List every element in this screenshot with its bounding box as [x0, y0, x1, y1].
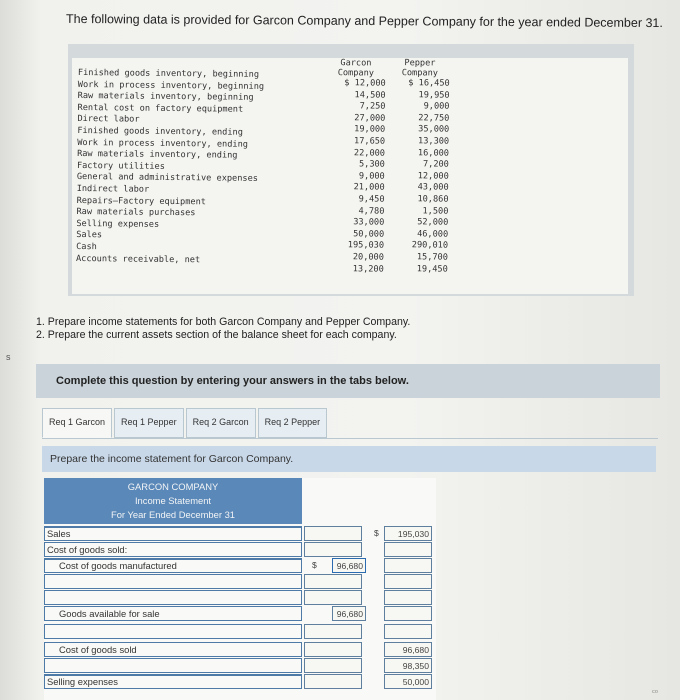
pepper-value: 46,000 [417, 229, 449, 240]
row-label: Rental cost on factory equipment [77, 102, 244, 115]
garcon-value: 20,000 [352, 252, 384, 263]
statement-company: GARCON COMPANY [127, 481, 219, 492]
pepper-value: 22,750 [418, 113, 450, 124]
req-tabs [42, 408, 329, 438]
pepper-header-2: Company [401, 68, 439, 79]
selling-expenses-input[interactable]: 50,000 [384, 674, 432, 689]
row-label: Finished goods inventory, ending [77, 125, 243, 138]
row-blank [44, 590, 436, 605]
statement-header [44, 478, 302, 524]
row-label-field[interactable] [44, 624, 302, 639]
sales-amount-input[interactable]: 195,030 [384, 526, 432, 541]
pepper-value: 16,000 [417, 147, 450, 159]
pepper-value: 1,500 [422, 205, 449, 217]
problem-title: The following data is provided for Garcon Company and Pepper Company for the year ended December 31. [65, 11, 663, 31]
instruction-bar: Prepare the income statement for Garcon Company. [42, 446, 656, 472]
pepper-value: 13,300 [418, 136, 450, 147]
pepper-value: 10,860 [417, 194, 449, 205]
questions [36, 316, 410, 342]
row-label: Direct labor [77, 114, 140, 126]
question-1: 1. Prepare income statements for both Garcon Company and Pepper Company. [36, 316, 411, 328]
row-label: General and administrative expenses [76, 172, 258, 185]
pepper-value: 19,950 [418, 89, 450, 101]
row-label: Work in process inventory, beginning [77, 79, 265, 92]
pepper-header-1: Pepper [404, 58, 436, 69]
garcon-value: 27,000 [354, 113, 386, 124]
income-statement [44, 478, 436, 700]
row-label-text: Cost of goods sold [59, 644, 137, 655]
pepper-value: 9,000 [423, 101, 450, 112]
pepper-value: 290,010 [411, 240, 449, 251]
tab-req1-pepper[interactable]: Req 1 Pepper [114, 408, 184, 438]
garcon-value: 50,000 [353, 229, 385, 240]
row-cogm [44, 558, 436, 573]
garcon-value: 17,650 [354, 136, 386, 147]
row-selling-expenses [44, 674, 436, 689]
cogm-amount-input[interactable]: 96,680 [332, 558, 366, 573]
gross-profit-input[interactable]: 98,350 [384, 658, 432, 673]
row-label-field[interactable] [44, 658, 302, 673]
tab-req2-pepper[interactable]: Req 2 Pepper [258, 408, 328, 438]
cogs-amount-input[interactable]: 96,680 [384, 642, 432, 657]
pepper-value: 12,000 [417, 171, 449, 182]
row-label-text: Cost of goods manufactured [59, 560, 177, 571]
goods-available-input[interactable]: 96,680 [332, 606, 366, 621]
row-label: Raw materials inventory, ending [77, 149, 238, 161]
amount-input[interactable] [304, 526, 362, 541]
pepper-value: $ 16,450 [408, 78, 450, 89]
amount-input[interactable] [304, 590, 362, 605]
row-label: Sales [76, 230, 103, 241]
amount-input[interactable] [384, 574, 432, 589]
garcon-header-2: Company [337, 68, 375, 79]
row-label: Indirect labor [76, 183, 150, 195]
row-label: Factory utilities [76, 160, 165, 172]
garcon-value: 9,000 [358, 171, 385, 182]
row-label: Repairs—Factory equipment [76, 195, 207, 207]
row-label-text: Cost of goods sold: [47, 544, 128, 555]
garcon-header-1: Garcon [340, 58, 372, 69]
row-label-text: Selling expenses [47, 676, 118, 687]
pepper-value: 19,450 [416, 263, 448, 275]
row-label-field[interactable] [44, 574, 302, 589]
statement-name: Income Statement [134, 495, 212, 506]
row-label: Work in process inventory, ending [77, 137, 249, 150]
statement-period: For Year Ended December 31 [110, 509, 236, 520]
amount-input[interactable] [304, 574, 362, 589]
row-label-field[interactable] [44, 526, 302, 541]
row-blank [44, 624, 436, 639]
garcon-value: $ 12,000 [344, 78, 386, 89]
tab-divider [42, 438, 658, 439]
garcon-value: 7,250 [359, 101, 386, 112]
question-2: 2. Prepare the current assets section of the balance sheet for each company. [36, 329, 397, 341]
pepper-value: 15,700 [416, 252, 448, 263]
garcon-value: 13,200 [352, 263, 384, 275]
garcon-value: 4,780 [358, 205, 385, 217]
amount-input[interactable] [384, 542, 432, 557]
tab-req2-garcon[interactable]: Req 2 Garcon [186, 408, 256, 438]
garcon-value: 5,300 [358, 159, 385, 170]
pepper-value: 43,000 [417, 182, 449, 193]
row-label: Raw materials purchases [76, 207, 196, 219]
amount-input[interactable] [384, 558, 432, 573]
garcon-value: 9,450 [358, 194, 385, 205]
pepper-value: 7,200 [422, 159, 449, 170]
garcon-value: 14,500 [354, 89, 386, 101]
row-cogs-header [44, 542, 436, 557]
row-label: Selling expenses [76, 218, 160, 230]
amount-input[interactable] [384, 624, 432, 639]
amount-input[interactable] [304, 542, 362, 557]
garcon-value: 19,000 [354, 124, 386, 135]
amount-input[interactable] [304, 674, 362, 689]
pepper-column [388, 58, 450, 276]
row-label: Cash [76, 241, 97, 253]
row-label-field[interactable] [44, 590, 302, 605]
row-label: Finished goods inventory, beginning [77, 68, 260, 80]
dollar-sign: $ [312, 560, 317, 570]
row-label: Accounts receivable, net [75, 253, 201, 265]
amount-input[interactable] [304, 624, 362, 639]
row-goods-available [44, 606, 436, 621]
row-gross-profit [44, 658, 436, 673]
row-label-text: Goods available for sale [59, 608, 160, 619]
garcon-value: 33,000 [353, 217, 385, 228]
dollar-sign: $ [374, 528, 379, 538]
pepper-value: 35,000 [418, 124, 450, 135]
row-label: Raw materials inventory, beginning [77, 91, 254, 104]
row-sales [44, 526, 436, 541]
data-table-labels [76, 68, 264, 267]
amount-input[interactable] [384, 606, 432, 621]
garcon-value: 22,000 [353, 147, 386, 159]
amount-input[interactable] [304, 642, 362, 657]
complete-banner: Complete this question by entering your answers in the tabs below. [36, 364, 660, 398]
garcon-value: 21,000 [353, 182, 385, 193]
row-label-text: Sales [47, 528, 71, 539]
pepper-value: 52,000 [417, 217, 449, 228]
tab-req1-garcon[interactable]: Req 1 Garcon [42, 408, 112, 438]
amount-input[interactable] [384, 590, 432, 605]
garcon-value: 195,030 [347, 240, 385, 251]
garcon-column [324, 58, 386, 276]
corner-mark: ᶜᵒ [652, 688, 658, 697]
row-cogs [44, 642, 436, 657]
row-blank [44, 574, 436, 589]
margin-mark: s [6, 352, 11, 362]
amount-input[interactable] [304, 658, 362, 673]
